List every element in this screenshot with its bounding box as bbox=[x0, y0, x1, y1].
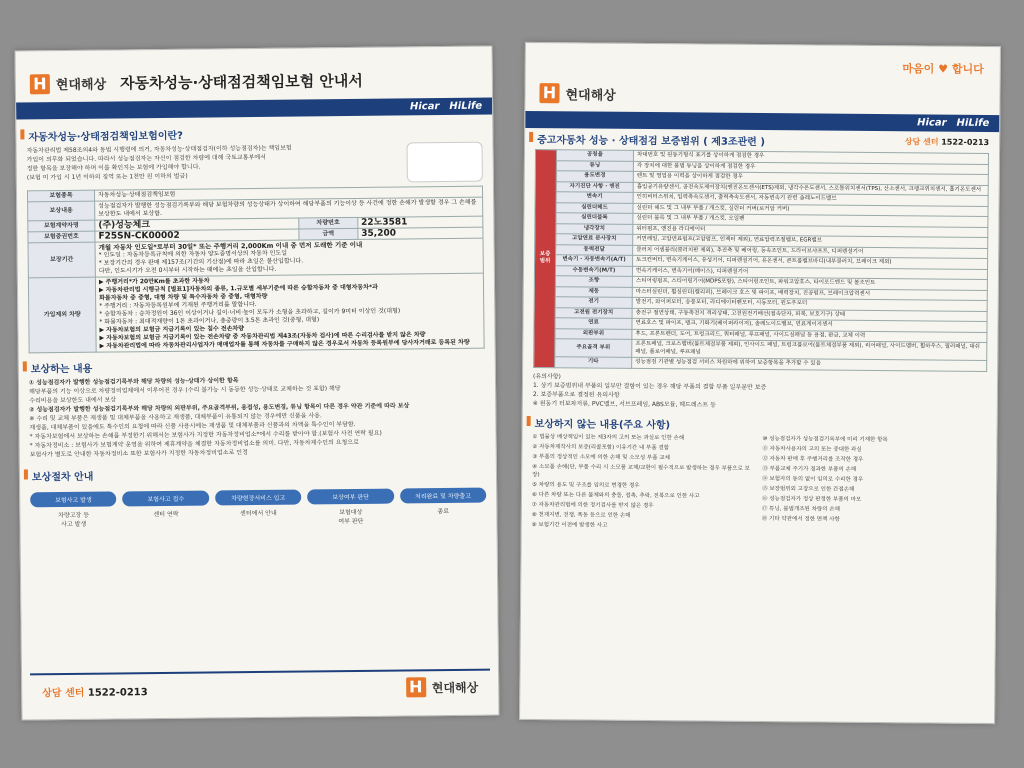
exclusion-item: ⑮ 보장범위외 고장으로 인한 간접손해 bbox=[762, 485, 855, 493]
coverage-heading: 보상하는 내용 bbox=[19, 353, 495, 379]
right-page bbox=[519, 42, 1001, 724]
process-step bbox=[307, 489, 394, 527]
row-value: 각 장치에 대한 불법 튜닝을 상이하게 점검한 경우 bbox=[633, 161, 988, 175]
exclusion-item: ⑯ 성능점검자가 정상 판정한 부품의 마모 bbox=[761, 495, 862, 503]
step-desc: 센터에서 안내 bbox=[240, 509, 277, 518]
label-insurance-type: 보험종목 bbox=[27, 190, 94, 202]
process-step bbox=[215, 490, 302, 528]
row-value: 실린더 헤드 및 그 내부 부품 / 개스킷, 실린더 커버(로커암 커버) bbox=[633, 203, 988, 217]
row-label: 용도변경 bbox=[556, 171, 633, 182]
row-value: 워터펌프, 엔진용 라디에이터 bbox=[633, 224, 988, 238]
warranty-vertical-label: 보증범위 bbox=[534, 150, 557, 368]
consult-center-label: 상담 센터 bbox=[904, 137, 939, 147]
process-steps bbox=[20, 482, 496, 536]
value-excluded bbox=[95, 273, 484, 352]
row-label: 자기진단 사항 · 엔진 bbox=[556, 181, 633, 192]
intro-heading: 자동차성능·상태점검책임보험이란? bbox=[16, 121, 492, 147]
exclusion-item: ⑦ 자동차관리법에 의한 정기검사를 받지 않은 경우 bbox=[531, 501, 654, 509]
logo-h-icon: H bbox=[539, 83, 559, 103]
process-step bbox=[400, 488, 487, 526]
document-title: 자동차성능·상태점검책임보험 안내서 bbox=[119, 71, 363, 93]
excluded-item: ▶ 자동차보험의 보험금 지급기록이 있는 전손차량 중 자동차관리법 제43조(자동차 검사)에 따른 수리검사를 받지 않은 차량 bbox=[99, 331, 426, 342]
row-label: 변속기 bbox=[556, 192, 633, 203]
intro-text bbox=[17, 142, 407, 186]
coverage-item: 수리비용을 보상한도 내에서 보상 bbox=[29, 396, 117, 405]
brand-hilife: HiLife bbox=[449, 100, 483, 112]
step-head: 차량현장서비스 입고 bbox=[215, 490, 302, 506]
exclusion-left-column bbox=[532, 433, 757, 533]
exclusion-item: ⑨ 보험기간 이전에 발생한 사고 bbox=[531, 521, 608, 529]
row-value: 커먼레일, 고압연료펌프(고압펌프, 인젝터 제외), 연료압력조절밸브, EGR밸브 bbox=[633, 234, 988, 248]
exclusion-heading: 보상하지 않는 내용(주요 사항) bbox=[523, 411, 997, 436]
exclusion-item: ⑬ 부품교체 주기가 경과한 부품의 손해 bbox=[762, 465, 857, 473]
exclusion-item: ⑩ 성능점검자가 성능점검기록부에 미리 기재한 항목 bbox=[762, 435, 888, 443]
coverage-item: * 자동차보험에서 보상하는 손해를 부정한기 위해서는 보험사가 지정한 자동차정비업소*에서 수리를 받아야 함.(보험사 사전 연락 필요) bbox=[29, 429, 382, 441]
label-certificate: 보험증권번호 bbox=[28, 231, 95, 243]
brand-hicar: Hicar bbox=[917, 117, 947, 129]
value-contractor: (주)성능체크 bbox=[95, 218, 299, 231]
row-value: 충전구 절연상태, 구동축전지 격리상태, 고전원전기배선(접속단자, 피복, 보호기구) 상태 bbox=[632, 308, 987, 322]
exclusion-item: ② 자동차제작사의 보증(리콜포함) 이유기간 내 부품 결함 bbox=[532, 443, 670, 451]
intro-line: 정한 항목을 보장해야 하며 이를 확인지는 보험에 가입해야 합니다. bbox=[26, 163, 201, 173]
excluded-item: ▶ 주행거리*가 20만Km를 초과한 자동차 bbox=[98, 277, 210, 286]
row-label: 고압연료 분사장치 bbox=[556, 234, 633, 245]
row-label: 기타 bbox=[555, 357, 632, 368]
coverage-item: 보험사가 별도로 안내한 자동차정비소 또한 보험사가 지정한 자동차정비업소로 인정 bbox=[29, 449, 248, 459]
logo-h-icon: H bbox=[30, 74, 50, 94]
value-certificate: F25SN-CK00002 bbox=[95, 229, 299, 242]
exclusion-item: ⑪ 자동차사용자의 고의 또는 중대한 과실 bbox=[762, 445, 862, 453]
exclusion-right-column bbox=[762, 435, 987, 535]
step-desc: 차량고장 등 bbox=[58, 511, 90, 520]
consult-center-number: 1522-0213 bbox=[941, 137, 990, 147]
insurance-info-table bbox=[27, 186, 485, 354]
row-value: 렌트 및 영업용 이력을 상이하게 점검한 경우 bbox=[633, 171, 988, 185]
row-label: 공칭율 bbox=[556, 150, 633, 161]
excluded-item: ▶ 자동차관리법 시행규칙 [별표1]자동차의 종류, 1.규모별 세부기준에 따른 승합자동차 중 대형자동차*과 bbox=[98, 283, 378, 294]
table-row bbox=[28, 238, 483, 278]
row-value: 후드, 프론트펜더, 도어, 트렁크리드, 쿼터패널, 루프패널, 사이드실패널 등 용접, 판금, 교체 이력 bbox=[632, 329, 987, 343]
intro-line: (보험 미 가입 시 1년 이하의 징역 또는 1천만 원 이하의 벌금) bbox=[26, 172, 188, 182]
exclusion-item: ⑱ 기타 약관에서 정한 면책 사항 bbox=[761, 515, 840, 523]
left-footer bbox=[30, 669, 490, 708]
exclusion-item: ⑫ 자동차 판매 후 주행거리를 조작한 경우 bbox=[762, 455, 864, 463]
row-value: 토크컨버터, 변속기케이스, 유성기어, 디퍼렌셜기어, 유온센서, 콘트롤밸브바디(내부클러치, 브레이크 제외) bbox=[633, 255, 988, 269]
note-line: ※ 원동기 터보차저류, PVC밸브, 서브프레임, ABS모듈, 헤드레스트 등 bbox=[532, 399, 716, 409]
row-value: 스티어링펌프, 스티어링기어(MDPS포함), 스티어링조인트, 파워고압호스, 타이로드엔드 및 볼조인트 bbox=[632, 276, 987, 290]
exclusion-item: ⑥ 다른 차량 또는 다른 물체와의 충돌, 접촉, 추락, 전복으로 인한 사고 bbox=[531, 491, 700, 499]
step-desc: 보험대상 bbox=[339, 508, 363, 517]
label-contractor: 보험계약자명 bbox=[28, 220, 95, 232]
coverage-item: 해당부품의 기능 이상으로 차량정비업체에서 이루어진 경우 (수리 불가능 시 동등한 성능·상태로 교체하는 것 포함) 해당 bbox=[29, 385, 341, 396]
logo-text: 현대해상 bbox=[565, 87, 616, 104]
intro-line: 가입이 의무화 되었습니다. 따라서 성능점검자는 자신이 점검한 차량에 대해 국토교통부에서 bbox=[26, 153, 267, 164]
exclusion-item: ⑭ 보험자의 동의 없이 임의로 수리한 경우 bbox=[762, 475, 864, 483]
note-line: 1. 상기 보증범위내 부품의 일부만 결함이 있는 경우 해당 부품의 결함 부품 일부분만 보증 bbox=[532, 381, 767, 391]
value-car-number: 22노3581 bbox=[358, 216, 483, 228]
row-label: 수동변속기(M/T) bbox=[555, 265, 632, 276]
excluded-item: ▶ 자동차보험의 보험금 지급기록이 있는 침수 전손차량 bbox=[99, 325, 245, 334]
value-insurance-type: 자동차성능·상태점검책임보험 bbox=[94, 186, 482, 201]
coverage-item: 재생품, 대체부품이 있음에도 특수인의 요청에 따라 신품 사용시에는 재생품 및 대체부품과 신품과의 차액을 특수인이 부담함. bbox=[29, 420, 356, 432]
step-desc: 센터 연락 bbox=[153, 510, 179, 519]
row-label: 실린더블록 bbox=[556, 213, 633, 224]
label-period: 보장기간 bbox=[28, 242, 95, 278]
row-value: 성능점검 기관별 성능점검 서비스 차원하에 위하여 보증항목을 추가할 수 있음 bbox=[632, 357, 987, 371]
consult-center-number: 1522-0213 bbox=[87, 686, 148, 699]
row-label: 냉각장치 bbox=[556, 223, 633, 234]
excluded-item: ▶ 자동차관리법에 따라 자동차관리사업자가 매매업자를 통해 자동차를 구매하지 않은 경우로서 자동차 등록원부에 당사자거래로 등록된 차량 bbox=[99, 338, 470, 350]
coverage-item: ① 성능점검자가 발행한 성능점검기록부와 해당 차량의 성능·상태가 상이한 항목 bbox=[28, 377, 239, 387]
excluded-item: 화물자동차 중 중형, 대형 차량 및 특수자동차 중 중형, 대형차량 bbox=[99, 292, 268, 302]
slogan: 마음이 ♥ 합니다 bbox=[902, 62, 984, 76]
excluded-item: * 화물자동차 : 최대적재량이 1톤 초과이거나, 총중량이 3.5톤 초과인 것(중형, 대형) bbox=[99, 316, 320, 326]
brand-hicar: Hicar bbox=[409, 101, 440, 113]
exclusion-item: ⑤ 차량의 용도 및 구조를 임의로 변경한 경우 bbox=[532, 481, 640, 489]
brand-hilife: HiLife bbox=[956, 117, 990, 129]
step-desc: 사고 발생 bbox=[61, 520, 87, 529]
footer-logo-text: 현대해상 bbox=[431, 680, 479, 695]
row-value: 인히비터스위치, 입력축속도센서, 출력축속도센서, 자동변속기 관련 솔레노이드밸브 bbox=[633, 192, 988, 206]
row-value: 흡입공기유량센서, 공전속도제어장치(엔진온도센서(ETS)제외, 냉각수온도센서, 스로틀위치센서(TPS), 산소센서, 크랭크위치센서, 흡기온도센서 bbox=[633, 182, 988, 196]
coverage-text bbox=[19, 374, 496, 460]
consult-center bbox=[42, 683, 148, 699]
step-desc: 여부 판단 bbox=[338, 517, 364, 526]
consult-center bbox=[905, 136, 989, 148]
exclusion-item: ⑰ 튜닝, 불법개조된 차량의 손해 bbox=[761, 505, 840, 513]
row-value: 발전기, 와이퍼모터, 송풍모터, 라디에이터팬모터, 시동모터, 윈도우모터 bbox=[632, 297, 987, 311]
brand-band bbox=[16, 98, 492, 120]
step-head: 보험사고 발생 bbox=[30, 491, 117, 507]
consult-center-label: 상담 센터 bbox=[42, 687, 85, 699]
label-amount: 금액 bbox=[299, 228, 358, 240]
period-note: * 인도일 : 자동차등록규칙에 의한 자동차 양도증명서상의 자동차 인도일 bbox=[98, 249, 288, 259]
process-step bbox=[30, 491, 117, 529]
process-heading: 보상절차 안내 bbox=[20, 461, 496, 487]
table-row bbox=[28, 273, 484, 353]
value-coverage: 성능점검자가 발행한 성능점검기록부와 해당 보험차량의 성능상태가 상이하여 해당부품의 기능이상 등 사건에 정한 손해가 발생할 경우 그 손해를 보상한도 내에서 보상함. bbox=[95, 197, 483, 220]
note-line: (유의사항) bbox=[533, 372, 561, 380]
row-label: 연료 bbox=[555, 318, 632, 329]
step-desc: 종료 bbox=[437, 507, 450, 516]
coverage-item: ② 성능점검자가 발행한 성능점검기록부와 해당 차량의 외판부위, 주요골격부위, 용접성, 용도변경, 튜닝 항목이 다른 경우 약관 기준에 따라 보상 bbox=[29, 402, 410, 414]
warranty-notes bbox=[523, 371, 997, 411]
row-label: 동력전달 bbox=[556, 244, 633, 255]
process-step bbox=[123, 491, 210, 529]
period-note: 다만, 인도시기가 오전 0시부터 시작하는 때에는 초일을 산입합니다. bbox=[98, 265, 277, 275]
row-value: 실린더 블록 및 그 내부 부품 / 개스킷, 오일팬 bbox=[633, 213, 988, 227]
row-label: 주요골격 부위 bbox=[555, 339, 632, 358]
row-value: 차대번호 및 원동기형식 표기를 상이하게 점검한 경우 bbox=[633, 150, 988, 164]
coverage-item: * 자동차정비소 : 보험사가 보험계약 운영을 위하여 제휴계약을 체결한 자동차정비업소를 의미. 다만, 자동차제수인의 요청으로 bbox=[29, 438, 359, 450]
row-value: 클러치 어셈블리(클러치판 제외), 추진축 및 베어링, 등속조인트, 드라이브샤프트, 디퍼렌셜기어 bbox=[633, 245, 988, 259]
value-period bbox=[95, 238, 483, 277]
hyundai-logo bbox=[30, 73, 106, 94]
warranty-heading: 중고자동차 성능 · 상태점검 보증범위 ( 제3조관련 ) bbox=[525, 128, 771, 151]
label-car-number: 차량번호 bbox=[299, 217, 358, 229]
value-amount: 35,200 bbox=[358, 227, 483, 239]
exclusion-item: ① 법률상 배상책임이 있는 제3자의 고의 또는 과실로 인한 손해 bbox=[532, 433, 685, 441]
row-label: 외판부위 bbox=[555, 328, 632, 339]
row-value: 변속기케이스, 변속기어(베이스), 디퍼렌셜기어 bbox=[632, 266, 987, 280]
row-label: 전기 bbox=[555, 297, 632, 308]
step-head: 처리완료 및 차량출고 bbox=[400, 488, 487, 504]
row-label: 제동 bbox=[555, 286, 632, 297]
exclusion-columns bbox=[522, 432, 997, 534]
logo-text: 현대해상 bbox=[55, 77, 107, 94]
step-head: 보상여부 판단 bbox=[307, 489, 394, 505]
label-excluded: 가입제외 차량 bbox=[28, 277, 96, 353]
row-label: 튜닝 bbox=[556, 160, 633, 171]
footer-logo bbox=[406, 677, 479, 698]
row-label: 실린더헤드 bbox=[556, 202, 633, 213]
warranty-table bbox=[533, 149, 989, 371]
step-head: 보험사고 접수 bbox=[123, 491, 210, 507]
row-value: 마스터실린더, 휠실린더(캘리퍼), 브레이크 호스 및 파이프, 배력장치, 진공펌프, 브레이크압력센서 bbox=[632, 287, 987, 301]
exclusion-item: ⑧ 천재지변, 전쟁, 폭동 등으로 인한 손해 bbox=[531, 511, 631, 519]
period-note: * 보장기간의 경우 판매 제157조(기간의 기산점)에 따라 초일은 불산입합니다. bbox=[98, 257, 304, 267]
exclusion-item: ④ 소모품 손해(단, 부품 수리 시 소모품 교체/교환이 필수적으로 발생하는 경우 부품으로 보장) bbox=[532, 463, 750, 478]
left-page bbox=[15, 46, 500, 721]
note-line: 2. 보증부품으로 결정된 유의사항 bbox=[532, 390, 620, 399]
row-label: 조향 bbox=[555, 276, 632, 287]
row-label: 고전원 전기장치 bbox=[555, 307, 632, 318]
exclusion-item: ③ 부품의 정상적인 소모에 의한 손해 및 소모성 부품 교체 bbox=[532, 453, 670, 461]
excluded-item: * 승합자동차 : 승차정원이 36인 이상이거나 길이·너비·높이 모두가 소형을 초과하고, 길이가 9미터 이상인 것(대형) bbox=[99, 307, 401, 318]
row-label: 변속기 · 자동변속기(A/T) bbox=[556, 255, 633, 266]
period-main: 개월 자동차 인도일*로부터 30일* 또는 주행거리 2,000Km 이내 중 먼저 도래한 기준 이내 bbox=[98, 240, 363, 252]
row-value: 프론트패널, 크로스멤버(볼트체결부품 제외), 인사이드 패널, 트렁크플로어(볼트체결부품 제외), 리어패널, 사이드멤버, 휠하우스, 필러패널, 대쉬패널, 플로어패널, 루프패널 bbox=[632, 339, 987, 360]
hyundai-logo bbox=[525, 43, 1000, 115]
label-coverage: 보상내용 bbox=[28, 201, 95, 221]
intro-line: 자동차관리법 제58조의4와 동법 시행령에 의거, 자동차성능·상태점검자(이하 성능점검자)는 책임보험 bbox=[26, 144, 292, 155]
row-value: 연료호스 및 파이프, 탱크, 기화기(베이퍼라이저), 솔레노이드밸브, 연료게이지센서 bbox=[632, 318, 987, 332]
certificate-sticker-icon bbox=[406, 142, 482, 183]
coverage-item: ※ 수리 및 교체 부품은 재생품 및 대체부품을 사용하고 재생품, 대체부품이 유통되지 않는 경우에만 신품을 사용. bbox=[29, 412, 322, 423]
logo-h-icon: H bbox=[406, 677, 426, 697]
excluded-item: * 주행거리 : 자동차등록원부에 기재된 주행거리를 말합니다. bbox=[99, 300, 257, 310]
